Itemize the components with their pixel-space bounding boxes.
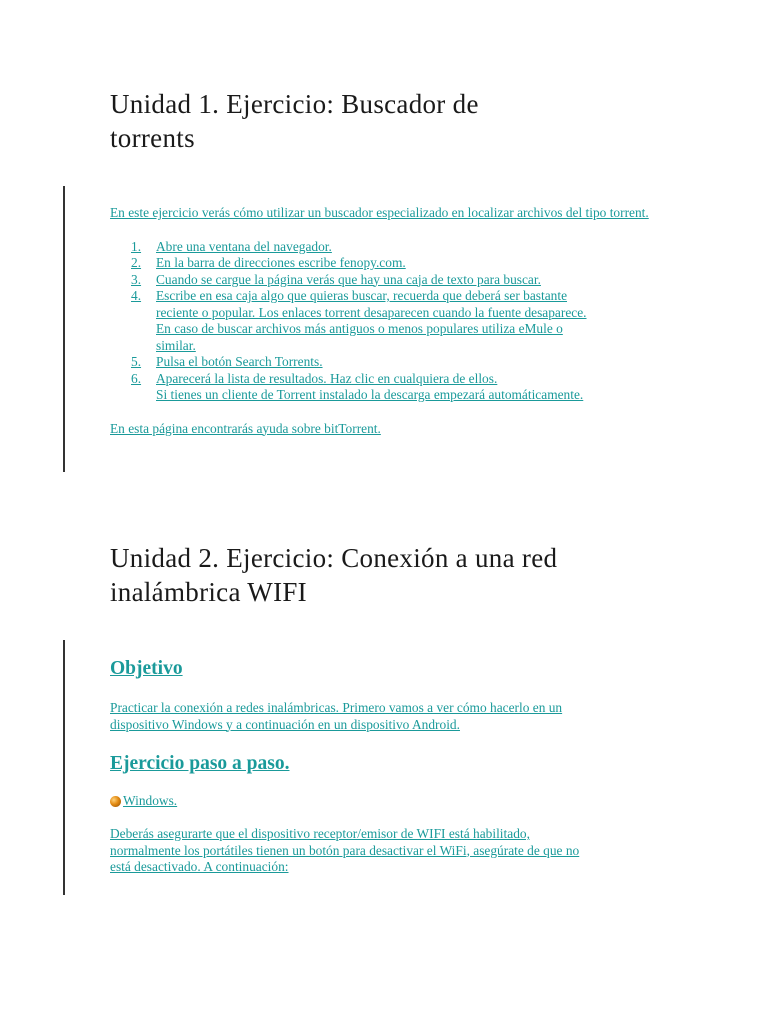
objective-text[interactable] <box>110 700 670 733</box>
wifi-detail-line-3[interactable]: está desactivado. A continuación: <box>110 859 289 874</box>
wifi-detail-line-1[interactable]: Deberás asegurarte que el dispositivo receptor/emisor de WIFI está habilitado, <box>110 826 530 841</box>
unit-1-step-1[interactable] <box>110 239 670 256</box>
step-text-line[interactable]: Cuando se cargue la página verás que hay una caja de texto para buscar. <box>156 271 541 287</box>
step-text-line[interactable]: Si tienes un cliente de Torrent instalado la descarga empezará automáticamente. <box>156 387 584 402</box>
step-text-line[interactable]: Pulsa el botón Search Torrents. <box>156 354 323 369</box>
step-text-line[interactable]: Escribe en esa caja algo que quieras buscar, recuerda que deberá ser bastante <box>156 288 568 303</box>
unit-2-title-line-1: Unidad 2. Ejercicio: Conexión a una red <box>110 543 558 573</box>
windows-bullet[interactable] <box>110 793 670 810</box>
unit-1-intro[interactable] <box>110 205 670 222</box>
windows-link[interactable]: Windows. <box>123 793 178 808</box>
unit-1-title <box>110 87 670 155</box>
objective-line-1[interactable]: Practicar la conexión a redes inalámbricas. Primero vamos a ver cómo hacerlo en un <box>110 700 563 715</box>
step-text-line[interactable]: Aparecerá la lista de resultados. Haz clic en cualquiera de ellos. <box>156 370 498 386</box>
wifi-detail-text[interactable] <box>110 826 670 876</box>
orange-ball-bullet-icon <box>110 796 121 807</box>
unit-1-help-link[interactable]: En esta página encontrarás ayuda sobre bitTorrent. <box>110 420 381 436</box>
step-text-line[interactable]: En caso de buscar archivos más antiguos o menos populares utiliza eMule o <box>156 321 563 336</box>
unit-1-intro-link[interactable]: En este ejercicio verás cómo utilizar un buscador especializado en localizar archivos del tipo torrent. <box>110 205 649 220</box>
unit-2-title <box>110 541 670 609</box>
unit-1-step-4[interactable] <box>110 288 670 354</box>
unit-2-side-bar <box>63 640 65 895</box>
step-text-line[interactable]: Abre una ventana del navegador. <box>156 238 332 254</box>
unit-1-step-3[interactable] <box>110 272 670 289</box>
objective-heading[interactable]: Objetivo <box>110 658 183 679</box>
step-number: 4. <box>131 288 142 303</box>
step-number: 5. <box>131 354 142 369</box>
unit-1-help[interactable] <box>110 421 670 438</box>
unit-1-steps-list <box>110 239 670 404</box>
step-number: 6. <box>131 370 142 386</box>
step-number: 2. <box>131 255 142 270</box>
unit-1-content <box>110 205 670 437</box>
unit-1-side-bar <box>63 186 65 472</box>
unit-1-title-line-2: torrents <box>110 123 195 153</box>
step-text-line[interactable]: En la barra de direcciones escribe fenopy.com. <box>156 255 406 270</box>
unit-1-step-5[interactable] <box>110 354 670 371</box>
wifi-detail-line-2[interactable]: normalmente los portátiles tienen un botón para desactivar el WiFi, asegúrate de que no <box>110 842 580 858</box>
objective-line-2[interactable]: dispositivo Windows y a continuación en un dispositivo Android. <box>110 716 460 732</box>
step-text-line[interactable]: similar. <box>156 337 196 353</box>
step-number: 3. <box>131 271 142 287</box>
unit-1-step-6[interactable] <box>110 371 670 404</box>
unit-1-title-line-1: Unidad 1. Ejercicio: Buscador de <box>110 89 479 119</box>
step-number: 1. <box>131 238 142 254</box>
unit-1-step-2[interactable] <box>110 255 670 272</box>
step-text-line[interactable]: reciente o popular. Los enlaces torrent desaparecen cuando la fuente desaparece. <box>156 304 587 320</box>
unit-2-title-line-2: inalámbrica WIFI <box>110 577 307 607</box>
steps-heading[interactable]: Ejercicio paso a paso. <box>110 753 290 774</box>
